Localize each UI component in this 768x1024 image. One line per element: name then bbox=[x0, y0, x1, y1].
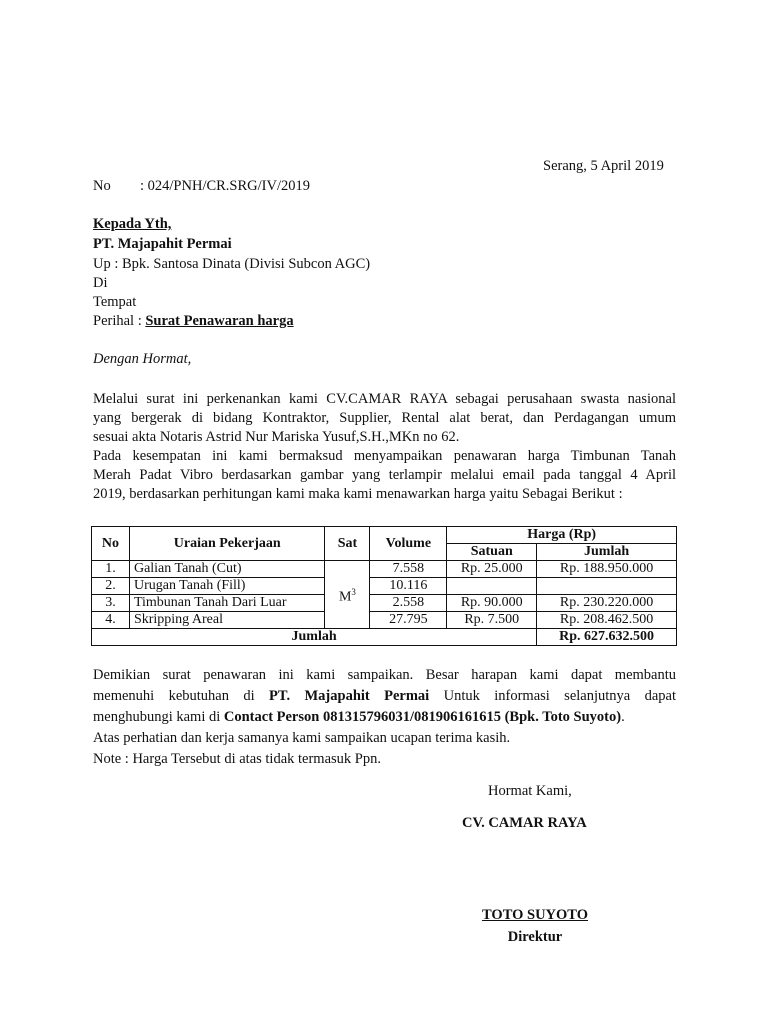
row-volume: 2.558 bbox=[370, 595, 447, 612]
unit-text: M bbox=[338, 589, 352, 605]
paragraph-line: Melalui surat ini perkenankan kami CV.CAMAR RAYA sebagai perusahaan swasta nasional bbox=[93, 391, 676, 407]
recipient-di: Di bbox=[93, 275, 108, 291]
recipient-salutation: Kepada Yth, bbox=[93, 216, 172, 232]
letter-date: Serang, 5 April 2019 bbox=[543, 158, 664, 174]
row-jumlah: Rp. 208.462.500 bbox=[537, 612, 677, 629]
signature-company: CV. CAMAR RAYA bbox=[462, 815, 587, 831]
closing-paragraph bbox=[93, 665, 676, 770]
table-row bbox=[92, 578, 677, 595]
paragraph-line: 2019, berdasarkan perhitungan kami maka kami menawarkan harga yaitu Sebagai Berikut : bbox=[93, 486, 623, 502]
closing-text: Untuk informasi selanjutnya dapat bbox=[429, 688, 676, 704]
closing-text: menghubungi kami di bbox=[93, 709, 224, 725]
header-harga: Harga (Rp) bbox=[447, 527, 677, 544]
recipient-company: PT. Majapahit Permai bbox=[93, 236, 232, 252]
row-no: 3. bbox=[92, 595, 130, 612]
row-no: 4. bbox=[92, 612, 130, 629]
recipient-place: Tempat bbox=[93, 294, 137, 310]
regards: Hormat Kami, bbox=[488, 783, 572, 799]
letter-number-label: No bbox=[93, 178, 111, 194]
paragraph-line: Merah Padat Vibro berdasarkan gambar yang terlampir melalui email pada tanggal 4 April bbox=[93, 467, 676, 483]
row-volume: 7.558 bbox=[370, 561, 447, 578]
header-jumlah: Jumlah bbox=[537, 544, 677, 561]
paragraph-line: Atas perhatian dan kerja samanya kami sampaikan ucapan terima kasih. bbox=[93, 730, 511, 746]
row-volume: 27.795 bbox=[370, 612, 447, 629]
subject-label: Perihal : bbox=[93, 313, 142, 329]
closing-text: memenuhi kebutuhan di bbox=[93, 688, 270, 704]
header-volume: Volume bbox=[370, 527, 447, 561]
total-label: Jumlah bbox=[92, 629, 537, 646]
recipient-attention: Up : Bpk. Santosa Dinata (Divisi Subcon AGC) bbox=[93, 256, 371, 272]
row-satuan: Rp. 25.000 bbox=[447, 561, 537, 578]
contact-person: Contact Person 081315796031/081906161615 (Bpk. Toto Suyoto) bbox=[223, 709, 622, 725]
row-jumlah: Rp. 188.950.000 bbox=[537, 561, 677, 578]
note-line: Note : Harga Tersebut di atas tidak termasuk Ppn. bbox=[93, 751, 381, 767]
paragraph-line: sesuai akta Notaris Astrid Nur Mariska Yusuf,S.H.,MKn no 62. bbox=[93, 429, 460, 445]
total-row bbox=[92, 629, 677, 646]
subject-value: Surat Penawaran harga bbox=[145, 313, 294, 329]
total-value: Rp. 627.632.500 bbox=[537, 629, 677, 646]
table-row bbox=[92, 595, 677, 612]
intro-paragraph bbox=[93, 390, 676, 504]
row-uraian: Galian Tanah (Cut) bbox=[129, 561, 325, 578]
row-no: 2. bbox=[92, 578, 130, 595]
row-jumlah bbox=[537, 578, 677, 595]
row-uraian: Urugan Tanah (Fill) bbox=[129, 578, 325, 595]
header-satuan: Satuan bbox=[447, 544, 537, 561]
row-uraian: Timbunan Tanah Dari Luar bbox=[129, 595, 325, 612]
signatory-name: TOTO SUYOTO bbox=[482, 907, 588, 923]
header-no: No bbox=[92, 527, 130, 561]
paragraph-line bbox=[93, 707, 676, 728]
row-uraian: Skripping Areal bbox=[129, 612, 325, 629]
paragraph-line bbox=[93, 686, 676, 707]
closing-company: PT. Majapahit Permai bbox=[269, 688, 430, 704]
paragraph-line: Pada kesempatan ini kami bermaksud menyampaikan penawaran harga Timbunan Tanah bbox=[93, 448, 676, 464]
subject-line bbox=[93, 313, 294, 330]
table-row bbox=[92, 612, 677, 629]
letter-number: : 024/PNH/CR.SRG/IV/2019 bbox=[140, 178, 310, 194]
header-uraian: Uraian Pekerjaan bbox=[129, 527, 325, 561]
row-satuan bbox=[447, 578, 537, 595]
price-table bbox=[91, 526, 677, 646]
table-row bbox=[92, 561, 677, 578]
paragraph-line: yang bergerak di bidang Kontraktor, Supplier, Rental alat berat, dan Perdagangan umum bbox=[93, 410, 676, 426]
greeting: Dengan Hormat, bbox=[93, 351, 192, 367]
closing-text: . bbox=[621, 709, 625, 725]
paragraph-line: Demikian surat penawaran ini kami sampaikan. Besar harapan kami dapat membantu bbox=[93, 667, 676, 683]
row-volume: 10.116 bbox=[370, 578, 447, 595]
row-jumlah: Rp. 230.220.000 bbox=[537, 595, 677, 612]
row-satuan: Rp. 7.500 bbox=[447, 612, 537, 629]
unit-superscript: 3 bbox=[351, 586, 356, 597]
unit-cell bbox=[325, 561, 370, 629]
row-satuan: Rp. 90.000 bbox=[447, 595, 537, 612]
header-sat: Sat bbox=[325, 527, 370, 561]
row-no: 1. bbox=[92, 561, 130, 578]
signatory-title: Direktur bbox=[507, 929, 563, 945]
